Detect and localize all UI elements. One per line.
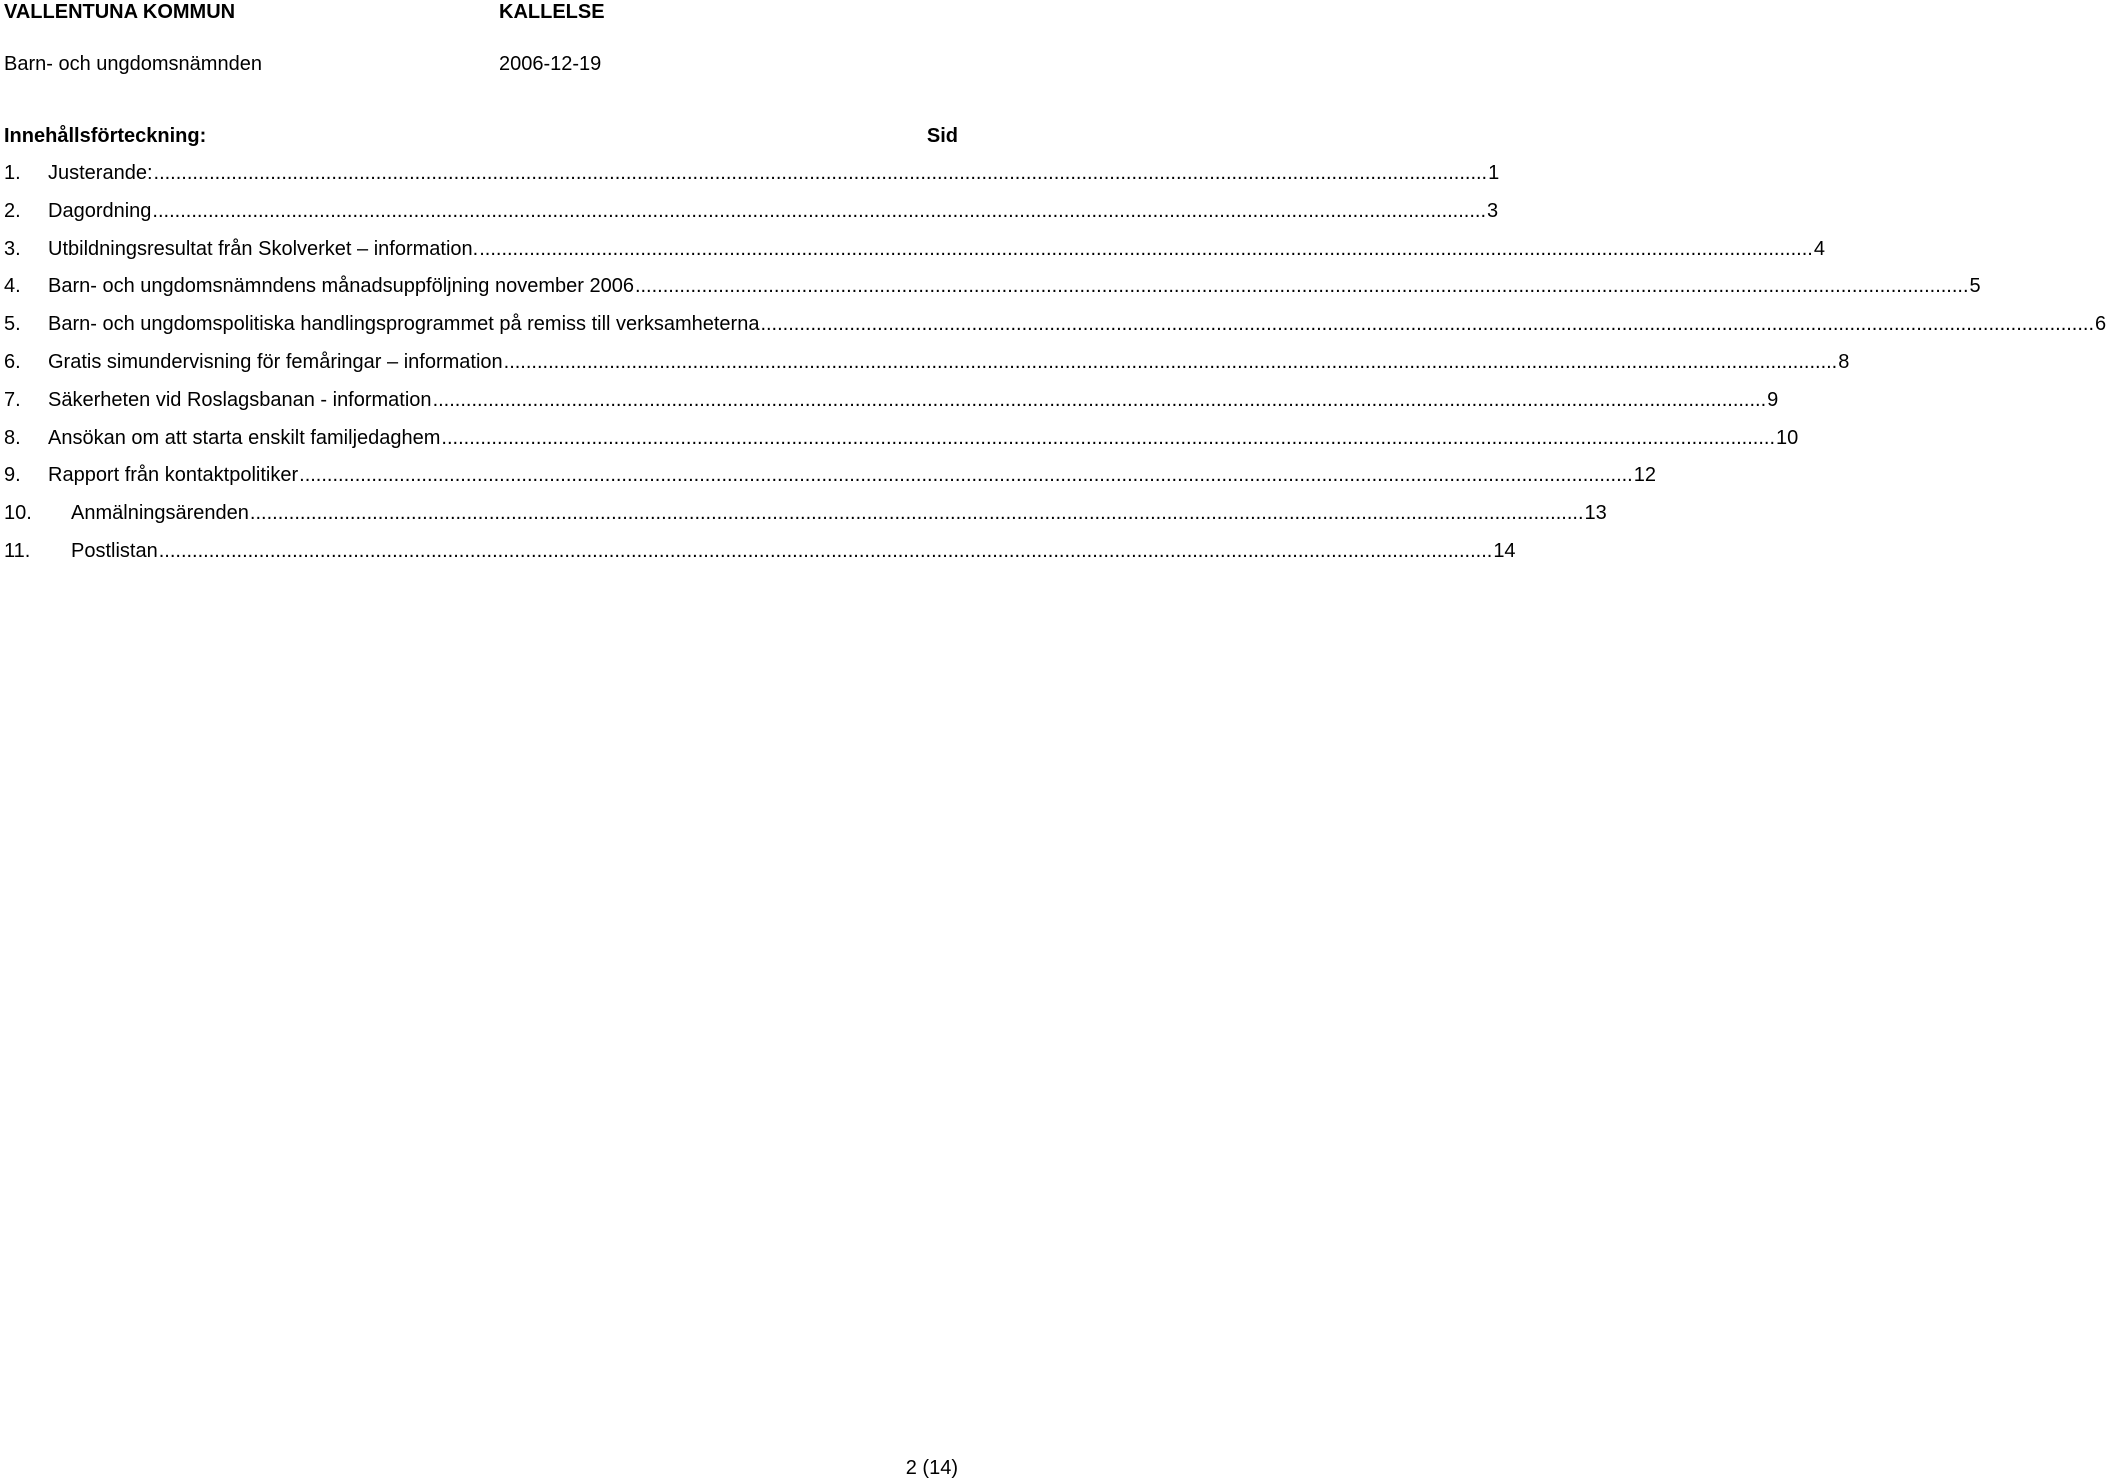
toc-entry-page: 14 — [1493, 539, 1516, 562]
toc-entry-number: 6. — [4, 350, 21, 373]
toc-entry[interactable] — [4, 199, 1499, 237]
toc-entry-title: Rapport från kontaktpolitiker — [48, 464, 299, 487]
toc-entry-title: Utbildningsresultat från Skolverket – information. — [48, 237, 479, 260]
toc-entry[interactable] — [4, 426, 1799, 464]
toc-entry-number: 8. — [4, 426, 21, 449]
document-date: 2006-12-19 — [499, 53, 602, 75]
toc-dot-leader — [441, 426, 1775, 450]
toc-entry[interactable] — [4, 161, 1500, 199]
toc-entry[interactable] — [4, 312, 2106, 350]
toc-entry-page: 8 — [1838, 350, 1850, 373]
toc-entry[interactable] — [4, 274, 1981, 312]
toc-dot-leader — [760, 312, 2094, 336]
toc-entry-page: 13 — [1584, 502, 1607, 525]
toc-entry-title: Säkerheten vid Roslagsbanan - information — [48, 388, 432, 411]
toc-entry-page: 12 — [1633, 464, 1656, 487]
committee-name: Barn- och ungdomsnämnden — [4, 53, 262, 75]
toc-entry-number: 4. — [4, 275, 21, 298]
toc-entry-page: 3 — [1487, 199, 1499, 222]
toc-entry-title: Postlistan — [71, 539, 158, 562]
toc-entry-title: Dagordning — [48, 199, 152, 222]
toc-entry[interactable] — [4, 388, 1779, 426]
toc-dot-leader — [433, 388, 1767, 412]
toc-entry-page: 10 — [1776, 426, 1799, 449]
toc-entry-title: Barn- och ungdomspolitiska handlingsprogrammet på remiss till verksamheterna — [48, 313, 760, 336]
toc-entry-page: 1 — [1488, 162, 1500, 184]
toc-entry-number: 9. — [4, 464, 21, 487]
toc-entry-number: 10. — [4, 502, 32, 525]
toc-entry-page: 4 — [1813, 237, 1825, 260]
document-type: KALLELSE — [499, 1, 605, 23]
toc-dot-leader — [159, 539, 1493, 563]
toc-entry-number: 2. — [4, 199, 21, 222]
toc-entry-title: Anmälningsärenden — [71, 502, 249, 525]
toc-entry-number: 1. — [4, 162, 21, 184]
toc-entry-page: 9 — [1767, 388, 1779, 411]
toc-dot-leader — [154, 161, 1488, 185]
toc-heading: Innehållsförteckning: — [4, 125, 207, 147]
toc-entry-number: 7. — [4, 388, 21, 411]
toc-entry-title: Gratis simundervisning för femåringar – information — [48, 350, 503, 373]
toc-entry-number: 3. — [4, 237, 21, 260]
toc-dot-leader — [635, 274, 1969, 298]
toc-dot-leader — [152, 199, 1486, 223]
toc-entry[interactable] — [4, 237, 1825, 275]
toc-dot-leader — [250, 501, 1584, 525]
toc-dot-leader — [299, 463, 1633, 487]
toc-entry[interactable] — [4, 463, 1656, 501]
toc-page-column-label: Sid — [926, 125, 958, 147]
page-indicator: 2 (14) — [905, 1457, 958, 1479]
toc-entry-number: 11. — [4, 539, 31, 562]
toc-entry-title: Barn- och ungdomsnämndens månadsuppföljning november 2006 — [48, 275, 634, 298]
toc-entry-number: 5. — [4, 313, 21, 336]
toc-entry-page: 6 — [2095, 313, 2106, 336]
organization-name: VALLENTUNA KOMMUN — [4, 1, 236, 23]
toc-entry[interactable] — [4, 350, 1850, 388]
toc-entry-title: Justerande: — [48, 162, 153, 184]
toc-entry-title: Ansökan om att starta enskilt familjedaghem — [48, 426, 441, 449]
toc-entry[interactable] — [4, 501, 1607, 539]
toc-dot-leader — [479, 237, 1813, 261]
toc-entry[interactable] — [4, 539, 1516, 577]
toc-entry-page: 5 — [1969, 275, 1981, 298]
table-of-contents — [4, 161, 2106, 577]
toc-dot-leader — [504, 350, 1838, 374]
